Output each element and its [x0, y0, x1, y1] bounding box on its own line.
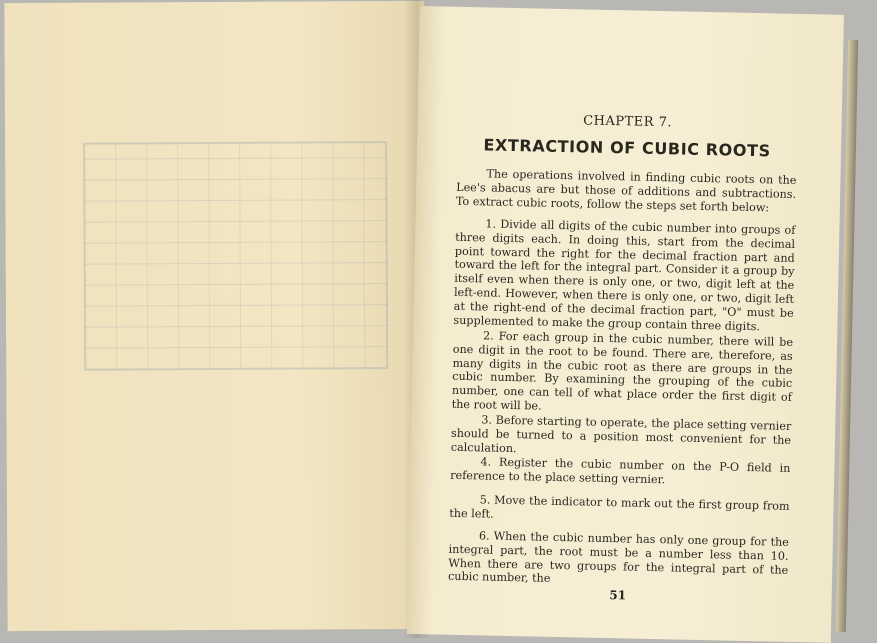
paragraph-text: 4. Register the cubic number on the P-O field in reference to the place setting vernier.	[450, 455, 791, 487]
left-page	[4, 1, 427, 631]
paragraph-step-4	[450, 455, 791, 490]
paragraph-text: The operations involved in finding cubic roots on the Lee's abacus are but those of additions and subtractions. To extract cubic roots, follow the steps set forth below:	[455, 167, 797, 214]
paragraph-text: 3. Before starting to operate, the place setting vernier should be turned to a position most convenient for the calculation.	[450, 413, 792, 455]
paragraph-step-3	[451, 413, 792, 462]
show-through-table	[83, 141, 388, 371]
paragraph-text: 5. Move the indicator to mark out the first group from the left.	[449, 493, 790, 521]
paragraph-text: 6. When the cubic number has only one group for the integral part, the root must be a number less than 10. When there are two groups for the integral part of the cubic number, the	[447, 529, 789, 586]
chapter-heading: CHAPTER 7.	[583, 113, 673, 131]
paragraph-step-5	[449, 493, 790, 528]
paragraph-intro	[456, 167, 797, 216]
paragraph-text: 2. For each group in the cubic number, there will be one digit in the root to be found. There are, therefore, as many digits in the cubic root as there are groups in the cubic number. By examining the grouping of the cubic number, one can tell of what place order the first digit of the root will be.	[451, 329, 794, 413]
paragraph-step-1	[453, 217, 795, 334]
chapter-title: EXTRACTION OF CUBIC ROOTS	[483, 135, 771, 161]
page-number: 51	[609, 588, 627, 603]
page-content	[447, 7, 800, 603]
paragraph-step-2	[452, 329, 794, 419]
right-page	[407, 6, 844, 643]
paragraph-step-6	[448, 529, 789, 591]
paragraph-text: 1. Divide all digits of the cubic number into groups of three digits each. In doing this, start from the decimal point toward the right for the decimal fraction part and toward the left for the integral part. Consider it a group by itself even when there is only one, or two, digit left at the left-end. However, when there is only one, or two, digit left at the right-end of the decimal fraction part, "O" must be supplemented to make the group contain three digits.	[453, 217, 796, 333]
